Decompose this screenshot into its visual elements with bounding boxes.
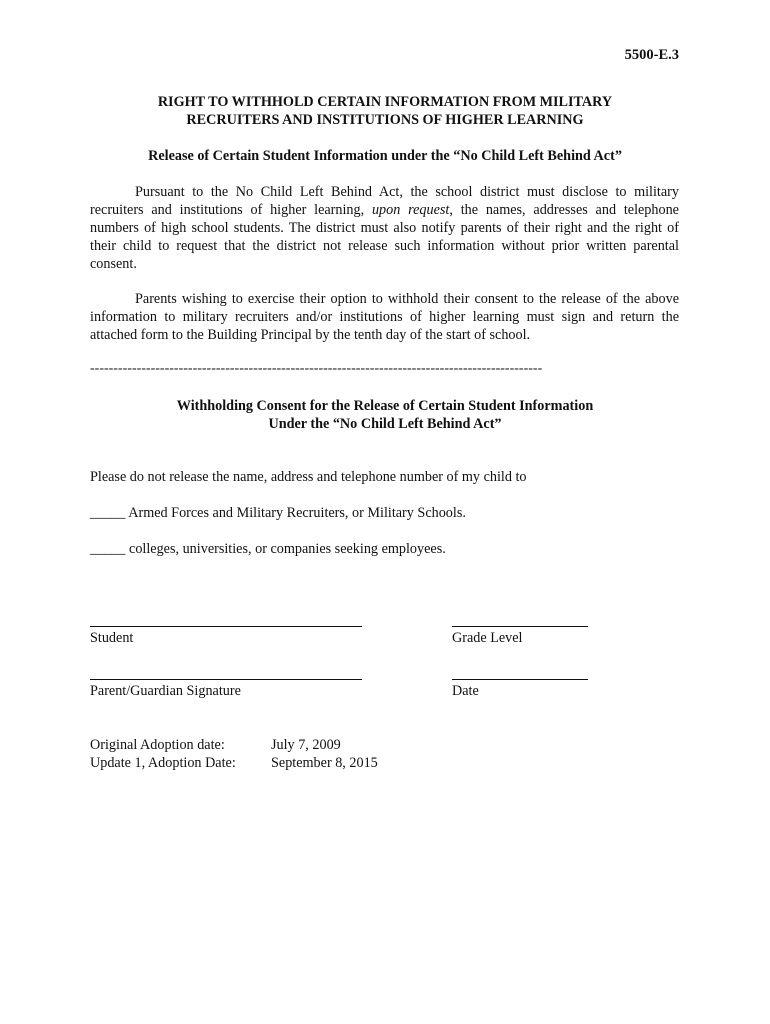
option-colleges[interactable]: _____ colleges, universities, or companies seeking employees. xyxy=(90,541,446,557)
original-adoption-label: Original Adoption date: xyxy=(90,737,225,753)
update-adoption-date: September 8, 2015 xyxy=(271,755,378,771)
update-adoption-label: Update 1, Adoption Date: xyxy=(90,755,236,771)
document-subtitle: Release of Certain Student Information under the “No Child Left Behind Act” xyxy=(148,148,622,164)
request-text: Please do not release the name, address and telephone number of my child to xyxy=(90,469,527,485)
student-label: Student xyxy=(90,630,134,646)
paragraph-1 xyxy=(90,183,679,273)
document-title xyxy=(90,94,680,129)
parent-signature-line[interactable] xyxy=(90,679,362,680)
grade-level-label: Grade Level xyxy=(452,630,523,646)
form-title xyxy=(90,398,680,433)
dashed-divider: ------------------------------------------------------------------------------------------------- xyxy=(90,361,543,376)
paragraph-2 xyxy=(90,290,679,344)
paragraph-1-start: Pursuant to the No Child Left Behind Act, the school district must disclose to military recruiters and institutions of higher learning, xyxy=(90,184,679,218)
paragraph-1-emphasis: upon request xyxy=(371,202,450,218)
title-line-1: RIGHT TO WITHHOLD CERTAIN INFORMATION FROM MILITARY xyxy=(157,94,613,110)
option-military[interactable]: _____ Armed Forces and Military Recruiters, or Military Schools. xyxy=(90,505,466,521)
student-signature-line[interactable] xyxy=(90,626,362,627)
title-line-2: RECRUITERS AND INSTITUTIONS OF HIGHER LEARNING xyxy=(186,111,584,128)
grade-level-line[interactable] xyxy=(452,626,588,627)
parent-signature-label: Parent/Guardian Signature xyxy=(90,683,241,699)
paragraph-2-text: Parents wishing to exercise their option to withhold their consent to the release of the above information to military recruiters and/or institutions of higher learning must sign and return the attached form to the Building Principal by the tenth day of the start of school. xyxy=(90,291,679,343)
form-title-line-1: Withholding Consent for the Release of Certain Student Information xyxy=(176,398,594,414)
policy-code: 5500-E.3 xyxy=(624,47,679,63)
original-adoption-date: July 7, 2009 xyxy=(271,737,341,753)
date-label: Date xyxy=(452,683,479,699)
date-line[interactable] xyxy=(452,679,588,680)
paragraph-1-end: , the names, addresses and telephone numbers of high school students. The district must also notify parents of their right and the right of their child to request that the district not release such information without prior written parental consent. xyxy=(90,202,679,272)
form-title-line-2: Under the “No Child Left Behind Act” xyxy=(268,415,502,432)
